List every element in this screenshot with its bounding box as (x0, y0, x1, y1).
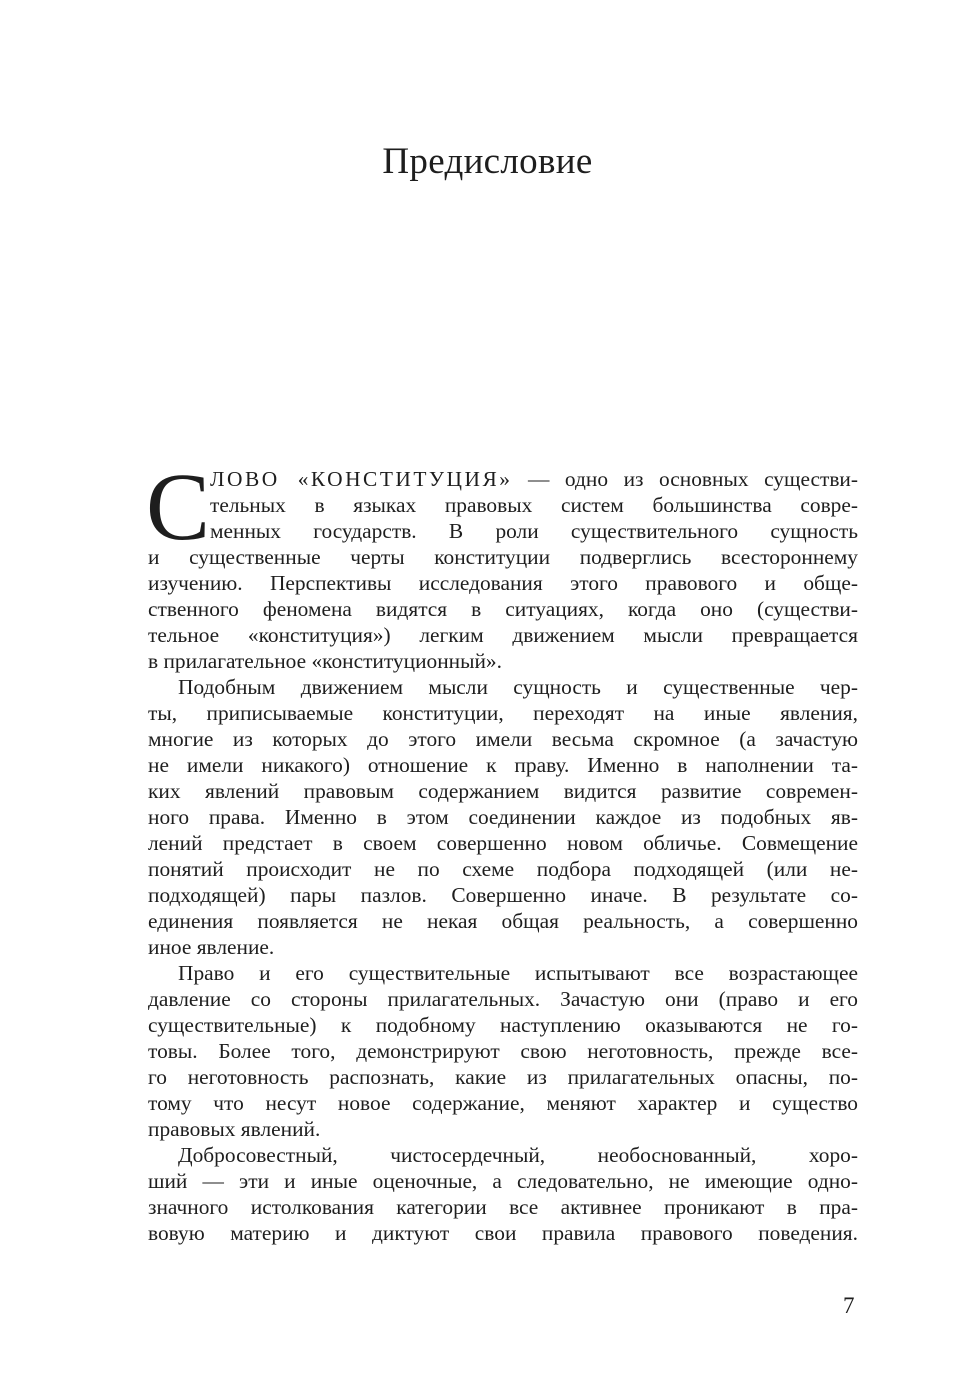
text-line-rest: — одно из основных существи- (512, 467, 858, 491)
text-line: ких явлений правовым содержанием видится развитие современ- (148, 779, 858, 803)
text-line: Подобным движением мысли сущность и существенные чер- (178, 675, 858, 699)
text-line: подходящей) пары пазлов. Совершенно иначе. В результате со- (148, 883, 858, 907)
text-line: ственного феномена видятся в ситуациях, когда оно (существи- (148, 597, 858, 621)
text-line: Право и его существительные испытывают все возрастающее (178, 961, 858, 985)
body-text (146, 453, 858, 1246)
text-line: значного истолкования категории все активнее проникают в пра- (148, 1195, 858, 1219)
text-line: единения появляется не некая общая реальность, а совершенно (148, 909, 858, 933)
text-line: в прилагательное «конституционный». (148, 649, 502, 673)
text-line (148, 466, 858, 492)
text-line: ного права. Именно в этом соединении каждое из подобных яв- (148, 805, 858, 829)
text-line: го неготовность распознать, какие из прилагательных опасны, по- (148, 1065, 858, 1089)
text-line: и существенные черты конституции подверглись всестороннему (148, 545, 858, 569)
text-line: вовую материю и диктуют свои правила правового поведения. (148, 1221, 858, 1245)
text-line: ты, приписываемые конституции, переходят на иные явления, (148, 701, 858, 725)
text-line: тельное «конституция») легким движением мысли превращается (148, 623, 858, 647)
page-title: Предисловие (382, 141, 593, 182)
lead-in-smallcaps: ЛОВО «КОНСТИТУЦИЯ» (210, 467, 513, 491)
text-line: товы. Более того, демонстрируют свою неготовность, прежде все- (148, 1039, 858, 1063)
text-line: многие из которых до этого имели весьма скромное (а зачастую (148, 727, 858, 751)
drop-cap: С (146, 453, 211, 560)
text-line: иное явление. (148, 935, 275, 959)
text-line: ший — эти и иные оценочные, а следовательно, не имеющие одно- (148, 1169, 858, 1193)
text-line: тельных в языках правовых систем большинства совре- (210, 493, 858, 517)
text-line: понятий происходит не по схеме подбора подходящей (или не- (148, 857, 858, 881)
text-line: Добросовестный, чистосердечный, необоснованный, хоро- (178, 1143, 858, 1167)
text-line: не имели никакого) отношение к праву. Именно в наполнении та- (148, 753, 858, 777)
text-line: тому что несут новое содержание, меняют характер и существо (148, 1091, 858, 1115)
text-line: давление со стороны прилагательных. Зачастую они (право и его (148, 987, 858, 1011)
text-line: правовых явлений. (148, 1117, 321, 1141)
text-line: менных государств. В роли существительного сущность (210, 519, 858, 543)
page-number: 7 (843, 1293, 855, 1318)
text-line: изучению. Перспективы исследования этого правового и обще- (148, 571, 858, 595)
text-line: лений предстает в своем совершенно новом обличье. Совмещение (148, 831, 858, 855)
text-line: существительные) к подобному наступлению оказываются не го- (148, 1013, 858, 1037)
